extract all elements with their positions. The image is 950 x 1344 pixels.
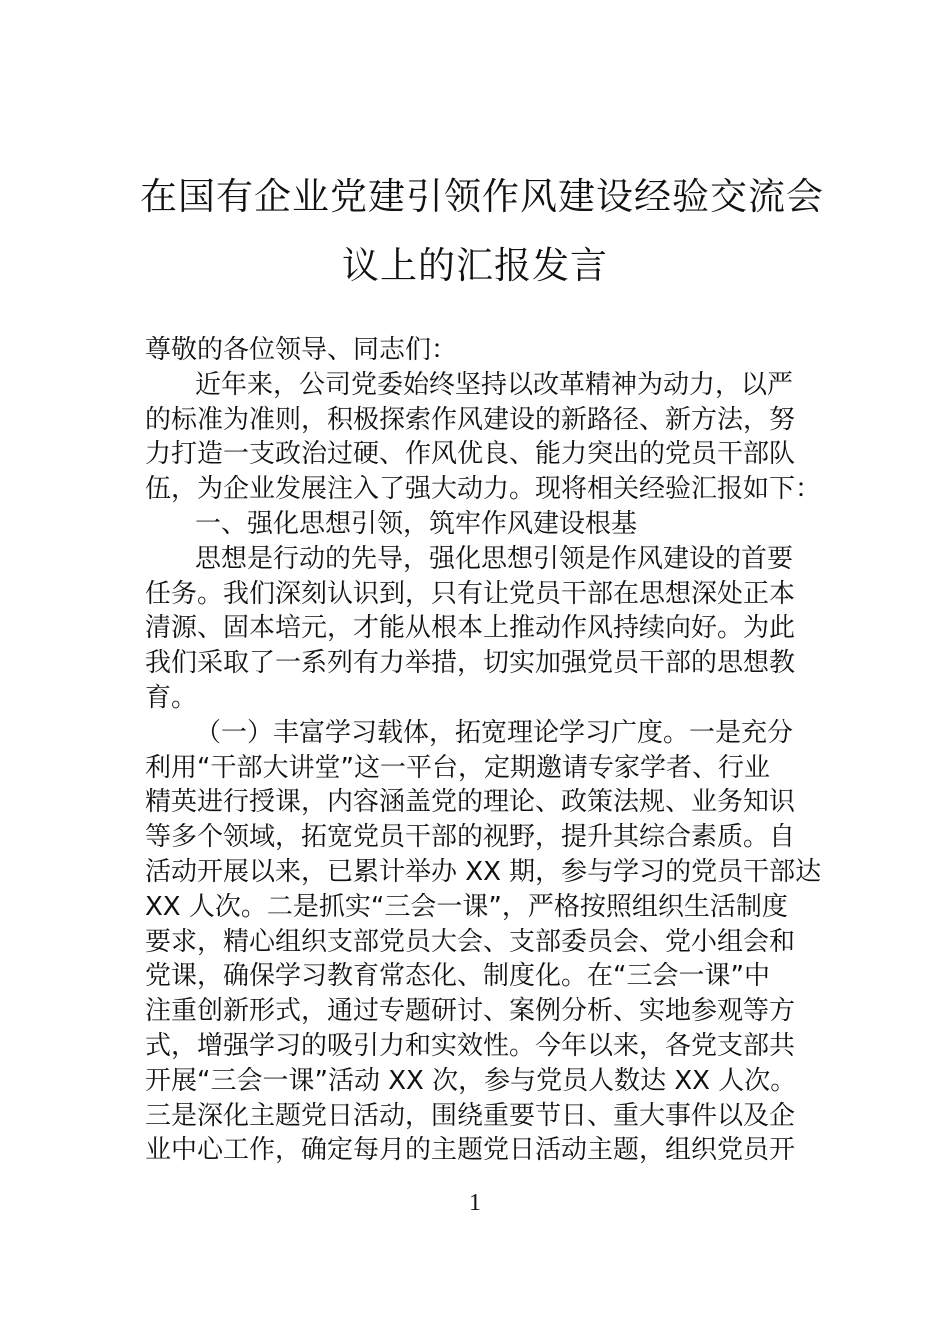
salutation: 尊敬的各位领导、同志们： [145, 335, 458, 365]
body-line: 清源、固本培元，才能从根本上推动作风持续向好。为此 [145, 613, 796, 644]
body-line: 等多个领域，拓宽党员干部的视野，提升其综合素质。自 [145, 822, 796, 853]
body-line: 的标准为准则，积极探索作风建设的新路径、新方法，努 [145, 404, 796, 435]
body-line: 伍，为企业发展注入了强大动力。现将相关经验汇报如下： [145, 474, 822, 505]
body-line: 利用“干部大讲堂”这一平台，定期邀请专家学者、行业 [145, 752, 770, 783]
body-line: 力打造一支政治过硬、作风优良、能力突出的党员干部队 [145, 439, 796, 470]
body-line: 近年来，公司党委始终坚持以改革精神为动力，以严 [195, 369, 794, 400]
body-line: 业中心工作，确定每月的主题党日活动主题，组织党员开 [145, 1135, 796, 1166]
body-line: 式，增强学习的吸引力和实效性。今年以来，各党支部共 [145, 1030, 796, 1061]
document-title-line-1: 在国有企业党建引领作风建设经验交流会 [140, 175, 824, 218]
body-line: 我们采取了一系列有力举措，切实加强党员干部的思想教 [145, 648, 796, 679]
body-line: 三是深化主题党日活动，围绕重要节日、重大事件以及企 [145, 1100, 796, 1131]
document-body [145, 333, 822, 1168]
body-line: 要求，精心组织支部党员大会、支部委员会、党小组会和 [145, 926, 796, 957]
body-line: XX 人次。二是抓实“三会一课”，严格按照组织生活制度 [145, 891, 788, 922]
section-heading: 一、强化思想引领，筑牢作风建设根基 [195, 508, 638, 539]
body-line: 开展“三会一课”活动 XX 次，参与党员人数达 XX 人次。 [145, 1065, 797, 1096]
body-line: 党课，确保学习教育常态化、制度化。在“三会一课”中 [145, 961, 770, 992]
body-line: 精英进行授课，内容涵盖党的理论、政策法规、业务知识 [145, 787, 796, 818]
body-line: 活动开展以来，已累计举办 XX 期，参与学习的党员干部达 [145, 856, 822, 887]
subsection-line: （一）丰富学习载体，拓宽理论学习广度。一是充分 [195, 717, 794, 748]
document-title-line-2: 议上的汇报发言 [342, 244, 608, 287]
body-line: 注重创新形式，通过专题研讨、案例分析、实地参观等方 [145, 996, 796, 1027]
page-number: 1 [469, 1190, 481, 1216]
body-line: 思想是行动的先导，强化思想引领是作风建设的首要 [195, 543, 794, 574]
body-line: 育。 [145, 682, 198, 713]
body-line: 任务。我们深刻认识到，只有让党员干部在思想深处正本 [145, 578, 796, 609]
